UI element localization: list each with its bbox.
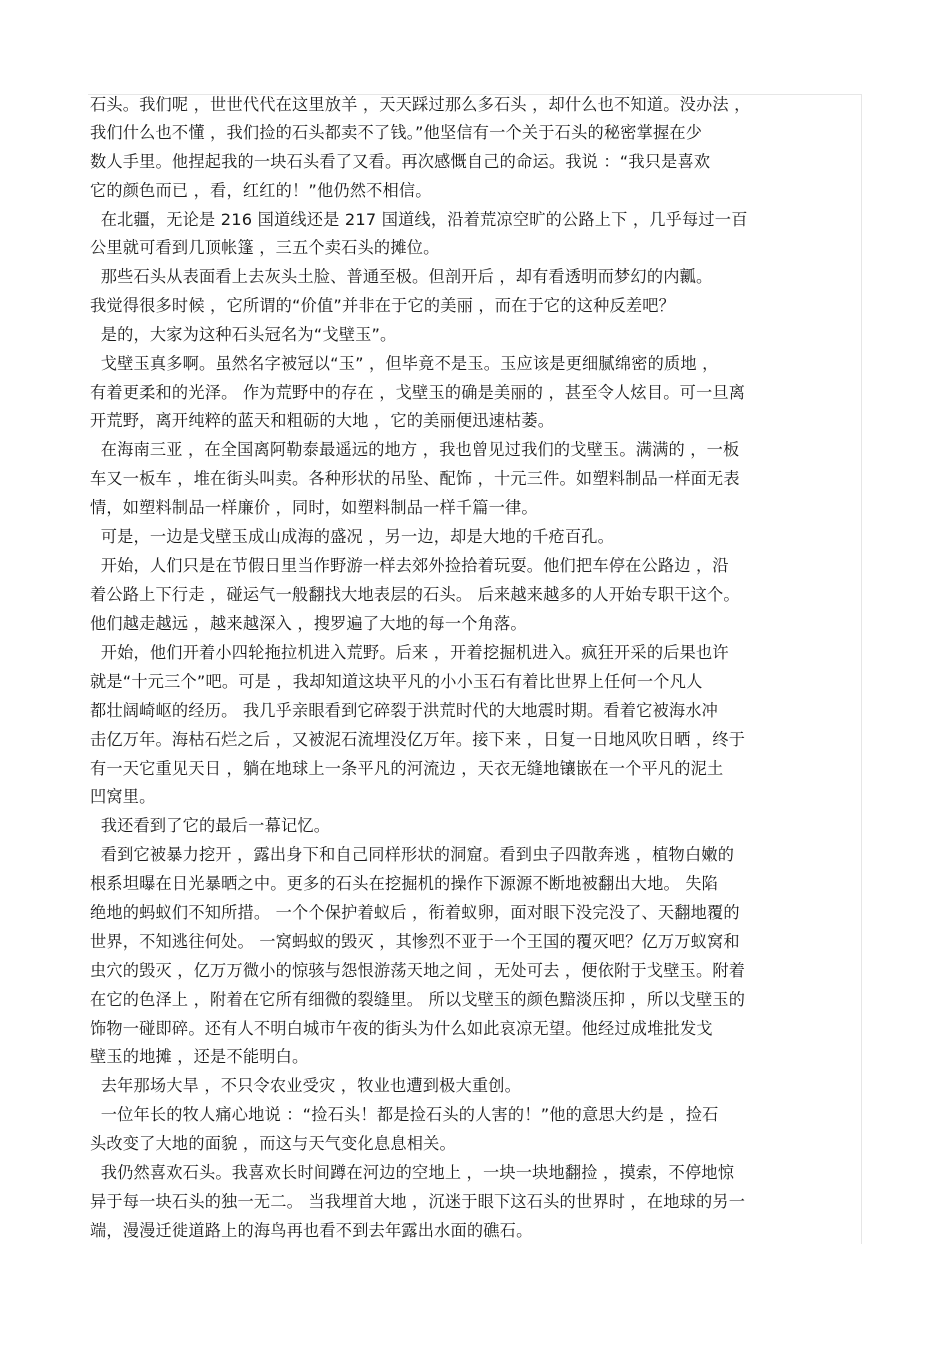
text-line: 着公路上下行走 ，碰运气一般翻找大地表层的石头。 后来越来越多的人开始专职干这个。 — [90, 585, 740, 604]
text-line: 都壮阔崎岖的经历。 我几乎亲眼看到它碎裂于洪荒时代的大地震时期。看着它被海水冲 — [90, 701, 719, 720]
text-line: 看到它被暴力挖开 ，露出身下和自己同样形状的洞窟。看到虫子四散奔逃 ，植物白嫩的 — [90, 845, 735, 864]
text-line: 开荒野，离开纯粹的蓝天和粗砺的大地 ，它的美丽便迅速枯萎。 — [90, 411, 555, 430]
document-page — [88, 94, 862, 1244]
text-line: 我仍然喜欢石头。我喜欢长时间蹲在河边的空地上 ，一块一块地翻捡 ，摸索，不停地惊 — [90, 1163, 735, 1182]
text-line: 头改变了大地的面貌 ，而这与天气变化息息相关。 — [90, 1134, 456, 1153]
text-line: 有一天它重见天日 ，躺在地球上一条平凡的河流边 ，天衣无缝地镶嵌在一个平凡的泥土 — [90, 759, 724, 778]
text-line: 去年那场大旱 ，不只令农业受灾 ，牧业也遭到极大重创。 — [90, 1076, 522, 1095]
text-line: 我还看到了它的最后一幕记忆。 — [90, 816, 331, 835]
text-line: 在它的色泽上 ，附着在它所有细微的裂缝里。 所以戈壁玉的颜色黯淡压抑 ，所以戈壁玉的 — [90, 990, 746, 1009]
text-line: 开始，人们只是在节假日里当作野游一样去郊外捡拾着玩耍。他们把车停在公路边 ，沿 — [90, 556, 729, 575]
text-line: 根系坦曝在日光暴晒之中。更多的石头在挖掘机的操作下源源不断地被翻出大地。 失陷 — [90, 874, 719, 893]
text-line: 戈壁玉真多啊。虽然名字被冠以“玉” ，但毕竟不是玉。玉应该是更细腻绵密的质地 ， — [90, 354, 719, 373]
text-line: 我们什么也不懂 ，我们捡的石头都卖不了钱。”他坚信有一个关于石头的秘密掌握在少 — [90, 123, 703, 142]
text-line: 那些石头从表面看上去灰头土脸、普通至极。但剖开后 ，却有看透明而梦幻的内瓤。 — [90, 267, 713, 286]
text-line: 是的，大家为这种石头冠名为“戈壁玉”。 — [90, 325, 397, 344]
text-line: 他们越走越远 ，越来越深入 ，搜罗遍了大地的每一个角落。 — [90, 614, 527, 633]
text-line: 有着更柔和的光泽。 作为荒野中的存在 ，戈壁玉的确是美丽的 ，甚至令人炫目。可一旦离 — [90, 383, 746, 402]
text-line: 数人手里。他捏起我的一块石头看了又看。再次感慨自己的命运。我说 ：“我只是喜欢 — [90, 152, 711, 171]
text-line: 壁玉的地摊 ，还是不能明白。 — [90, 1047, 309, 1066]
text-line: 虫穴的毁灭 ，亿万万微小的惊骇与怨恨游荡天地之间 ，无处可去 ，便依附于戈壁玉。附着 — [90, 961, 746, 980]
text-line: 绝地的蚂蚁们不知所措。 一个个保护着蚁后 ，衔着蚁卵，面对眼下没完没了、天翻地覆的 — [90, 903, 740, 922]
text-line: 在北疆，无论是 216 国道线还是 217 国道线，沿着荒凉空旷的公路上下 ，几乎每过一百 — [90, 210, 748, 229]
text-line: 一位年长的牧人痛心地说 ：“捡石头！都是捡石头的人害的！”他的意思大约是 ，捡石 — [90, 1105, 719, 1124]
text-line: 就是“十元三个”吧。可是 ，我却知道这块平凡的小小玉石有着比世界上任何一个凡人 — [90, 672, 703, 691]
text-line: 击亿万年。海枯石烂之后 ，又被泥石流埋没亿万年。接下来 ，日复一日地风吹日晒 ，终于 — [90, 730, 746, 749]
text-line: 凹窝里。 — [90, 787, 156, 806]
text-line: 它的颜色而已 ，看，红红的！”他仍然不相信。 — [90, 181, 432, 200]
text-line: 异于每一块石头的独一无二。 当我埋首大地 ，沉迷于眼下这石头的世界时 ，在地球的另一 — [90, 1192, 746, 1211]
text-line: 我觉得很多时候 ，它所谓的“价值”并非在于它的美丽 ，而在于它的这种反差吧？ — [90, 296, 676, 315]
text-line: 在海南三亚 ，在全国离阿勒泰最遥远的地方 ，我也曾见过我们的戈壁玉。满满的 ，一板 — [90, 440, 740, 459]
text-line: 世界，不知逃往何处。 一窝蚂蚁的毁灭 ，其惨烈不亚于一个王国的覆灭吧？亿万万蚁窝和 — [90, 932, 740, 951]
text-line: 端，漫漫迁徙道路上的海鸟再也看不到去年露出水面的礁石。 — [90, 1221, 533, 1240]
text-line: 公里就可看到几顶帐篷 ，三五个卖石头的摊位。 — [90, 238, 440, 257]
text-line: 车又一板车 ，堆在街头叫卖。各种形状的吊坠、配饰 ，十元三件。如塑料制品一样面无表 — [90, 469, 740, 488]
text-line: 开始，他们开着小四轮拖拉机进入荒野。后来 ，开着挖掘机进入。疯狂开采的后果也许 — [90, 643, 729, 662]
text-line: 石头。我们呢 ，世世代代在这里放羊 ，天天踩过那么多石头 ，却什么也不知道。没办法 ， — [90, 95, 751, 114]
text-line: 可是，一边是戈壁玉成山成海的盛况 ，另一边，却是大地的千疮百孔。 — [90, 527, 615, 546]
text-line: 情，如塑料制品一样廉价 ，同时，如塑料制品一样千篇一律。 — [90, 498, 538, 517]
text-line: 饰物一碰即碎。还有人不明白城市午夜的街头为什么如此哀凉无望。他经过成堆批发戈 — [90, 1019, 713, 1038]
